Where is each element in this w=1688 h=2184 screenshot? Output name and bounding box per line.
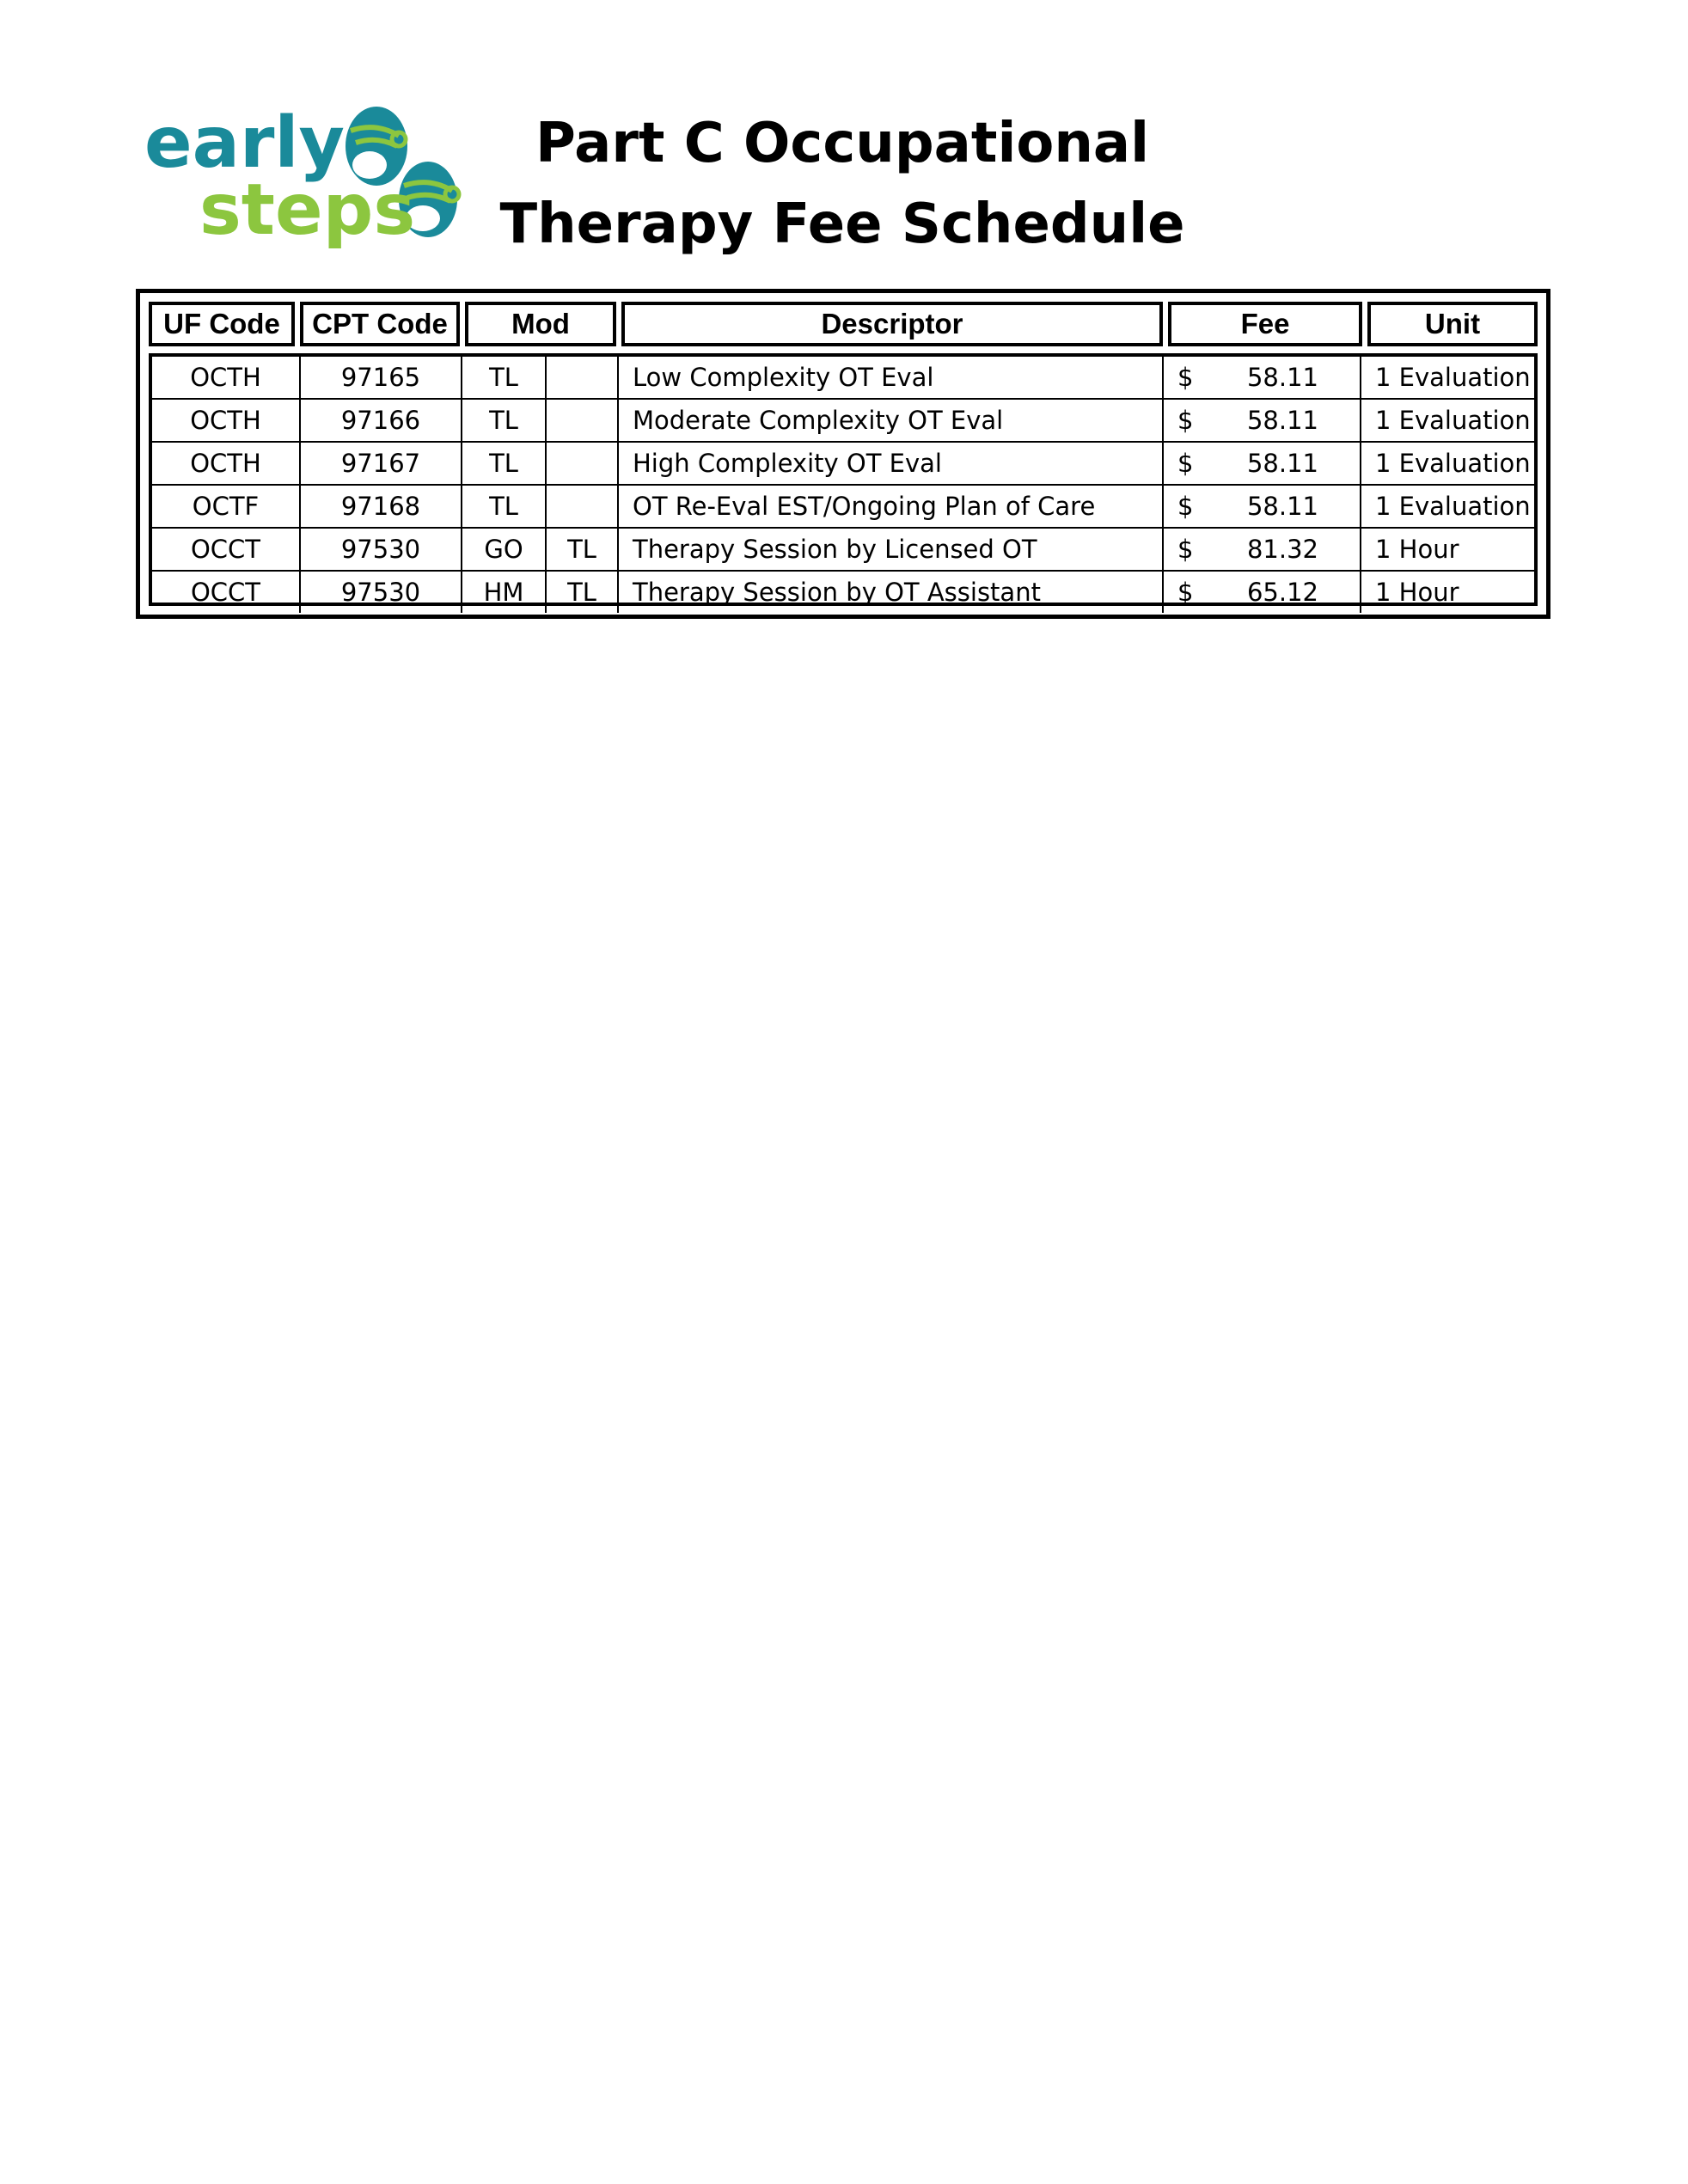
fee-currency: $ [1177, 535, 1194, 564]
fee-amount: 58.11 [1246, 449, 1318, 478]
fee-currency: $ [1177, 449, 1194, 478]
table-row [152, 485, 1534, 528]
cell-mod-1: TL [462, 442, 546, 485]
cell-cpt-code: 97167 [300, 442, 462, 485]
fee-currency: $ [1177, 492, 1194, 521]
cell-descriptor: Therapy Session by OT Assistant [618, 571, 1163, 613]
table-row [152, 357, 1534, 399]
cell-mod-1: TL [462, 357, 546, 399]
cell-mod-2: TL [546, 528, 618, 571]
cell-fee [1163, 571, 1361, 613]
cell-descriptor: Moderate Complexity OT Eval [618, 399, 1163, 442]
table-body [149, 353, 1538, 606]
cell-uf-code: OCTF [152, 485, 300, 528]
fee-schedule-table [136, 289, 1550, 619]
fee-amount: 58.11 [1246, 363, 1318, 392]
cell-mod-1: GO [462, 528, 546, 571]
page-title [498, 103, 1186, 265]
table-row [152, 528, 1534, 571]
logo-word-early: early [144, 102, 345, 184]
cell-uf-code: OCTH [152, 399, 300, 442]
cell-cpt-code: 97530 [300, 528, 462, 571]
title-line-1: Part C Occupational [535, 112, 1150, 175]
logo-word-steps: steps [199, 169, 416, 251]
cell-unit: 1 Evaluation [1361, 357, 1534, 399]
cell-uf-code: OCCT [152, 571, 300, 613]
cell-mod-2 [546, 357, 618, 399]
cell-unit: 1 Evaluation [1361, 485, 1534, 528]
cell-mod-1: TL [462, 399, 546, 442]
early-steps-logo [144, 96, 471, 251]
cell-descriptor: Therapy Session by Licensed OT [618, 528, 1163, 571]
cell-mod-2: TL [546, 571, 618, 613]
cell-fee [1163, 528, 1361, 571]
cell-unit: 1 Evaluation [1361, 442, 1534, 485]
cell-cpt-code: 97530 [300, 571, 462, 613]
cell-uf-code: OCTH [152, 442, 300, 485]
table-row [152, 571, 1534, 613]
cell-mod-1: HM [462, 571, 546, 613]
cell-fee [1163, 399, 1361, 442]
cell-mod-2 [546, 442, 618, 485]
cell-unit: 1 Evaluation [1361, 399, 1534, 442]
cell-uf-code: OCCT [152, 528, 300, 571]
cell-unit: 1 Hour [1375, 578, 1459, 607]
header-unit: Unit [1367, 302, 1538, 346]
cell-descriptor: High Complexity OT Eval [618, 442, 1163, 485]
cell-cpt-code: 97166 [300, 399, 462, 442]
cell-mod-2 [546, 399, 618, 442]
table-row [152, 399, 1534, 442]
cell-mod-1: TL [462, 485, 546, 528]
cell-fee [1163, 442, 1361, 485]
fee-amount: 58.11 [1246, 406, 1318, 435]
cell-mod-2 [546, 485, 618, 528]
cell-descriptor: Low Complexity OT Eval [618, 357, 1163, 399]
cell-unit: 1 Hour [1361, 528, 1534, 571]
fee-currency: $ [1177, 406, 1194, 435]
title-line-2: Therapy Fee Schedule [499, 193, 1185, 256]
fee-amount: 65.12 [1246, 578, 1318, 607]
cell-fee [1163, 357, 1361, 399]
header-cpt-code: CPT Code [300, 302, 460, 346]
table-row [152, 442, 1534, 485]
fee-amount: 81.32 [1246, 535, 1318, 564]
fee-currency: $ [1177, 578, 1194, 607]
header-uf-code: UF Code [149, 302, 295, 346]
header-mod: Mod [465, 302, 616, 346]
cell-descriptor: OT Re-Eval EST/Ongoing Plan of Care [618, 485, 1163, 528]
fee-currency: $ [1177, 363, 1194, 392]
cell-uf-code: OCTH [152, 357, 300, 399]
cell-fee [1163, 485, 1361, 528]
header-descriptor: Descriptor [621, 302, 1163, 346]
cell-cpt-code: 97168 [300, 485, 462, 528]
cell-cpt-code: 97165 [300, 357, 462, 399]
header-fee: Fee [1168, 302, 1362, 346]
fee-amount: 58.11 [1246, 492, 1318, 521]
